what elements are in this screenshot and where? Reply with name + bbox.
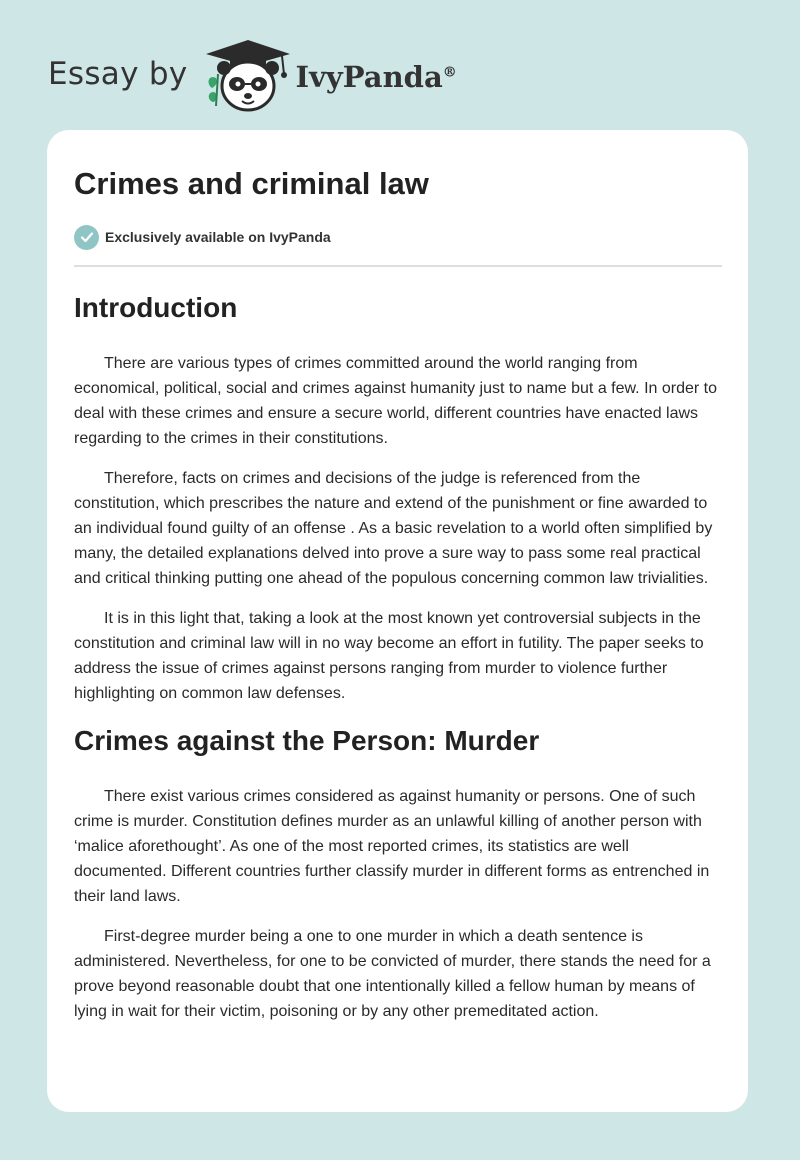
paragraph: First-degree murder being a one to one murder in which a death sentence is administered. Nevertheless, for one to be convicted of murder, there stands the need for a prove beyond reasonable doubt that one intentionally killed a fellow human by means of lying in wait for their victim, poisoning or by any other premeditated action. bbox=[74, 928, 711, 1020]
exclusive-badge bbox=[74, 224, 722, 250]
paragraph: There exist various crimes considered as against humanity or persons. One of such crime is murder. Constitution defines murder as an unlawful killing of another person with ‘malice aforethought’. As one of the most reported crimes, its statistics are well documented. Different countries further classify murder in different forms as entrenched in their land laws. bbox=[74, 788, 710, 905]
essay-by-label: Essay by bbox=[48, 56, 188, 92]
paragraph: It is in this light that, taking a look at the most known yet controversial subjects in the constitution and criminal law will in no way become an effort in futility. The paper seeks to address the issue of crimes against persons ranging from murder to violence further highlighting on common law defenses. bbox=[74, 610, 704, 702]
essay-card bbox=[47, 130, 748, 1112]
brand-name bbox=[296, 60, 457, 94]
brand-text: IvyPanda bbox=[295, 60, 443, 94]
section-heading: Crimes against the Person: Murder bbox=[74, 725, 540, 756]
exclusive-badge-text: Exclusively available on IvyPanda bbox=[105, 229, 331, 245]
divider bbox=[74, 265, 722, 267]
section-murder bbox=[74, 722, 722, 1024]
essay-title: Crimes and criminal law bbox=[74, 166, 429, 201]
paragraph: There are various types of crimes committed around the world ranging from economical, political, social and crimes against humanity just to name but a few. In order to deal with these crimes and ensure a secure world, different countries have enacted laws regarding to the crimes in their constitutions. bbox=[74, 355, 717, 447]
site-header bbox=[48, 34, 508, 114]
registered-mark: ® bbox=[442, 64, 457, 81]
panda-graduate-logo-icon bbox=[202, 34, 294, 114]
section-introduction bbox=[74, 289, 722, 706]
section-heading: Introduction bbox=[74, 292, 238, 323]
checkmark-icon bbox=[74, 225, 99, 250]
paragraph: Therefore, facts on crimes and decisions of the judge is referenced from the constitution, which prescribes the nature and extend of the punishment or fine awarded to an individual found guilty of an offense . As a basic revelation to a world often simplified by many, the detailed explanations delved into prove a sure way to pass some real practical and critical thinking putting one ahead of the populous concerning common law trivialities. bbox=[74, 470, 713, 587]
